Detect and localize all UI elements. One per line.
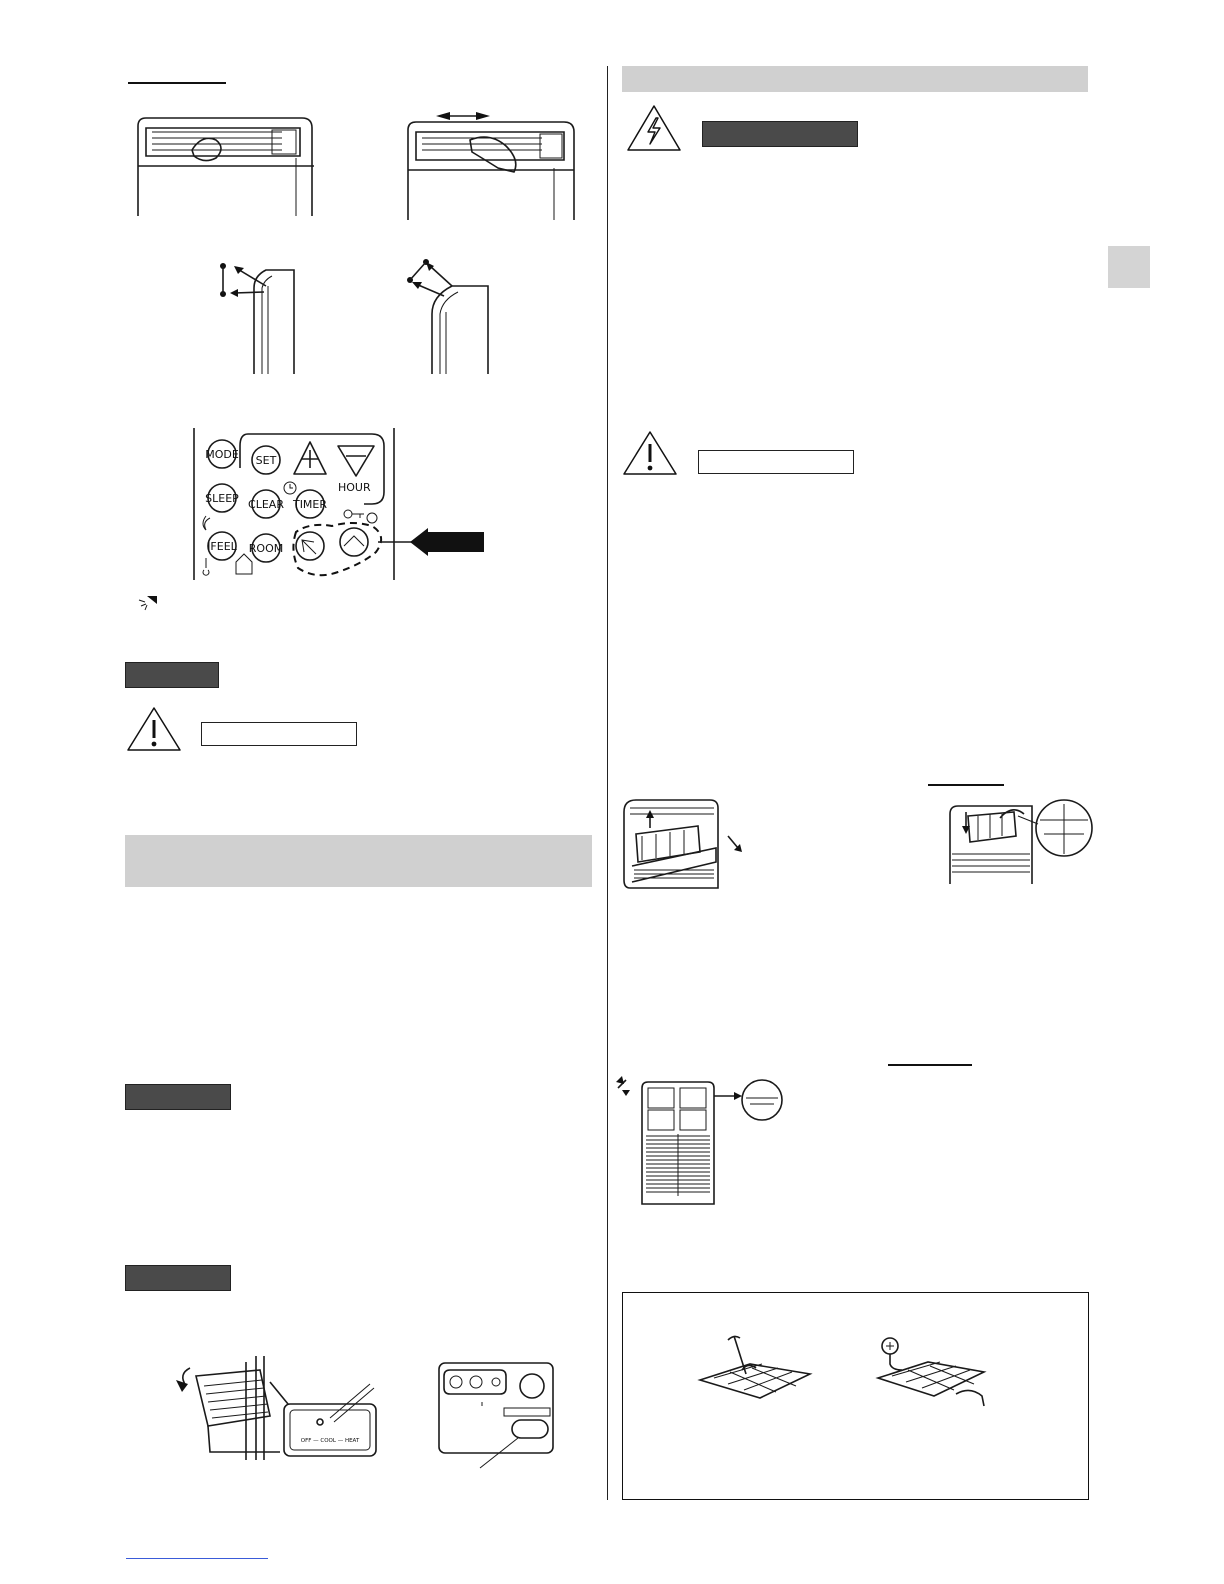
- column-divider: [607, 66, 608, 1500]
- control-panel-illustration: [438, 1362, 556, 1470]
- heading-underline: [128, 82, 226, 84]
- swing-icon: [137, 592, 161, 614]
- upright-unit-illustration: [616, 1076, 796, 1210]
- caution-label-box-right: [698, 450, 854, 474]
- ifeel-button-label: IFEEL: [207, 540, 237, 553]
- caution-label-box: [201, 722, 357, 746]
- caution-icon: [126, 706, 182, 752]
- section-heading-band: [125, 835, 592, 887]
- clear-button-label: CLEAR: [248, 498, 284, 511]
- electric-hazard-icon: [626, 104, 682, 152]
- filter-vacuum-illustration: [694, 1334, 814, 1414]
- footer-link-underline[interactable]: [126, 1558, 268, 1559]
- vane-angle-illustration-1: [214, 258, 314, 374]
- page-side-tab: [1108, 246, 1150, 288]
- heading-underline-right-2: [888, 1064, 972, 1066]
- filter-removal-illustration-1: [622, 792, 744, 892]
- remote-control-illustration: [192, 428, 492, 584]
- louver-slide-illustration: [402, 108, 580, 224]
- vane-angle-illustration-2: [402, 256, 502, 374]
- warning-tag: [702, 121, 858, 147]
- set-button-label: SET: [255, 454, 277, 467]
- front-panel-open-illustration: [170, 1356, 386, 1460]
- sleep-button-label: SLEEP: [205, 492, 239, 505]
- louver-adjust-illustration: [132, 108, 322, 220]
- timer-button-label: TIMER: [292, 498, 328, 511]
- hour-label: HOUR: [338, 481, 371, 494]
- section-tag-1: [125, 662, 219, 688]
- filter-cleaning-box: [622, 1292, 1089, 1500]
- section-tag-3: [125, 1265, 231, 1291]
- filter-rinse-illustration: [872, 1334, 992, 1414]
- selector-labels: OFF — COOL — HEAT: [300, 1438, 360, 1444]
- heading-underline-right-1: [928, 784, 1004, 786]
- right-heading-band: [622, 66, 1088, 92]
- filter-removal-illustration-2: [948, 794, 1094, 888]
- caution-icon-right: [622, 430, 678, 476]
- mode-button-label: MODE: [205, 448, 239, 461]
- room-button-label: ROOM: [248, 542, 284, 555]
- section-tag-2: [125, 1084, 231, 1110]
